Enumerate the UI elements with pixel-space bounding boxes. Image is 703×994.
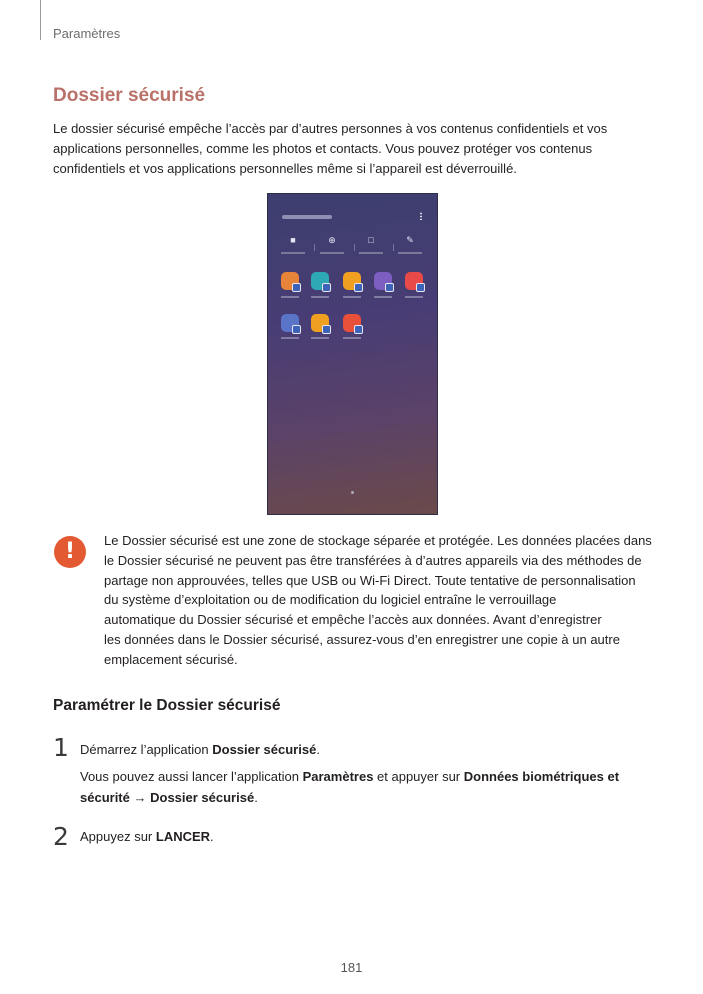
step-text <box>80 739 650 760</box>
warning-line: partage non approuvées, telles que USB ou Wi-Fi Direct. Toute tentative de personnalisation <box>104 572 636 588</box>
secure-folder-screenshot <box>267 193 438 515</box>
warning-line: Le Dossier sécurisé est une zone de stockage séparée et protégée. Les données placées dans <box>104 533 652 548</box>
app-label <box>343 337 361 339</box>
app-label <box>374 296 392 298</box>
app-label <box>311 296 329 298</box>
app-icon-7 <box>311 314 329 332</box>
page-number: 181 <box>340 960 363 975</box>
page-indicator <box>351 491 354 494</box>
app-label <box>281 296 299 298</box>
menu-path-part: Données biométriques et <box>463 769 620 784</box>
add-apps-icon: ⊕ <box>328 235 336 245</box>
tool-separator <box>354 244 355 251</box>
warning-line: du système d’exploitation ou de modification du logiciel entraîne le verrouillage <box>104 592 557 608</box>
app-icon-3 <box>343 272 361 290</box>
warning-paragraph <box>104 531 652 670</box>
app-label <box>405 296 423 298</box>
screenshot-title-bar <box>282 215 332 219</box>
warning-line: automatique du Dossier sécurisé et empêche l’accès aux données. Avant d’enregistrer <box>104 612 602 628</box>
section-title: Paramétrer le Dossier sécurisé <box>53 697 281 714</box>
step-text-suffix: . <box>316 742 320 757</box>
page-margin-line <box>40 0 41 40</box>
app-icon-6 <box>281 314 299 332</box>
intro-line: confidentiels et vos applications personnelles même si l’appareil est déverrouillé. <box>53 161 517 176</box>
app-label <box>311 337 329 339</box>
note-middle: et appuyer sur <box>373 769 464 784</box>
app-icon-1 <box>281 272 299 290</box>
settings-app-name: Paramètres <box>302 769 374 784</box>
lock-icon: ■ <box>290 235 296 245</box>
page-title: Dossier sécurisé <box>53 85 206 106</box>
more-options-icon <box>420 212 422 220</box>
running-header: Paramètres <box>53 26 121 41</box>
step-number: 2 <box>53 822 69 851</box>
note-suffix: . <box>254 790 258 805</box>
app-label <box>281 337 299 339</box>
tool-label <box>398 252 422 254</box>
menu-path-part: Dossier sécurisé <box>150 790 255 805</box>
button-name: LANCER <box>155 829 211 844</box>
step-number: 1 <box>53 733 69 762</box>
warning-line: le Dossier sécurisé ne peuvent pas être transférées à d’autres appareils via des méthodes de <box>104 552 642 568</box>
menu-path-arrow: → <box>129 790 151 805</box>
app-icon-8 <box>343 314 361 332</box>
warning-line: emplacement sécurisé. <box>104 651 238 667</box>
step-text-prefix: Appuyez sur <box>80 829 156 844</box>
step-text-prefix: Démarrez l’application <box>80 742 213 757</box>
tool-separator <box>314 244 315 251</box>
tool-label <box>281 252 305 254</box>
app-label <box>343 296 361 298</box>
intro-paragraph <box>53 119 653 179</box>
warning-icon: ! <box>54 536 86 568</box>
app-icon-4 <box>374 272 392 290</box>
tool-separator <box>393 244 394 251</box>
note-prefix: Vous pouvez aussi lancer l’application <box>80 769 303 784</box>
warning-line: les données dans le Dossier sécurisé, assurez-vous d’en enregistrer une copie à un autre <box>104 631 620 647</box>
step-note <box>80 766 650 808</box>
app-name: Dossier sécurisé <box>212 742 317 757</box>
add-files-icon: □ <box>368 235 374 245</box>
app-icon-5 <box>405 272 423 290</box>
menu-path-part: sécurité <box>80 790 130 805</box>
tool-label <box>320 252 344 254</box>
edit-icon: ✎ <box>406 235 414 245</box>
app-icon-2 <box>311 272 329 290</box>
step-text-suffix: . <box>210 829 214 844</box>
step-text <box>80 826 650 847</box>
intro-line: Le dossier sécurisé empêche l’accès par d’autres personnes à vos contenus confidentiels et vos <box>53 121 608 136</box>
intro-line: applications personnelles, comme les photos et contacts. Vous pouvez protéger vos contenus <box>53 141 593 156</box>
tool-label <box>359 252 383 254</box>
